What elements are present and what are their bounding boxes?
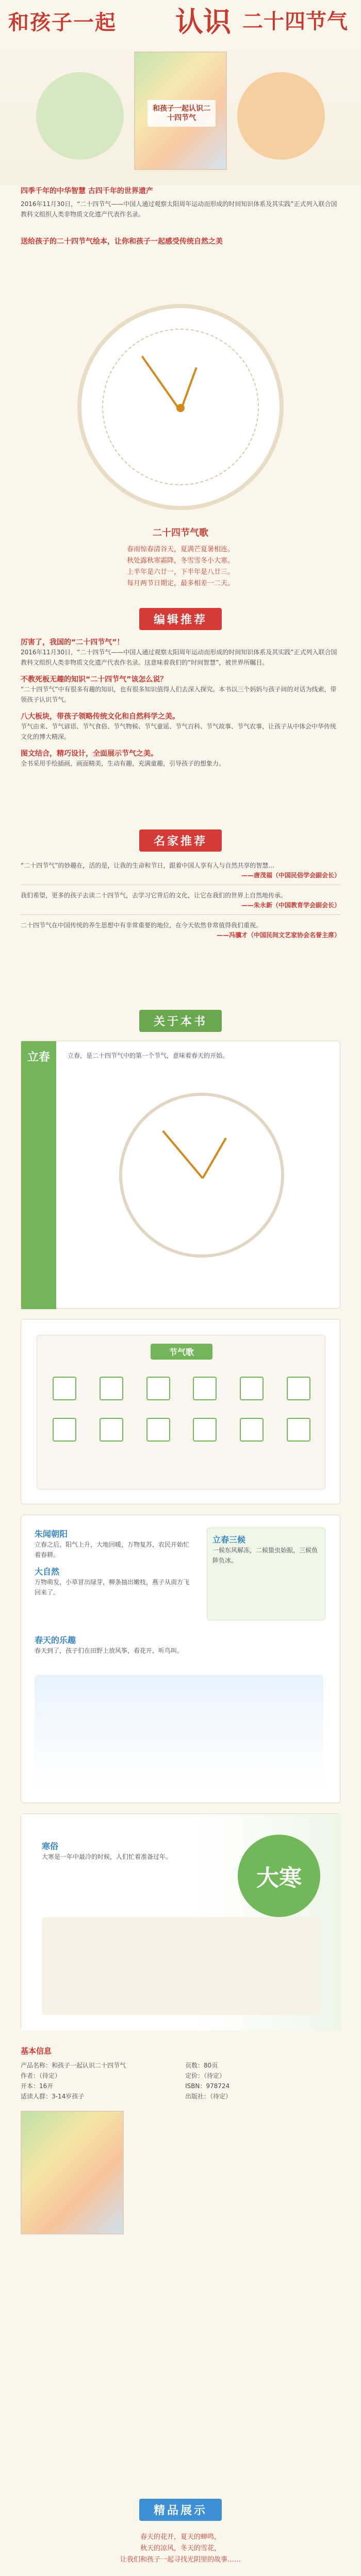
side-box	[207, 1528, 325, 1620]
side-label: 立春	[21, 1041, 56, 1309]
hero-title-line3: 二十四节气	[242, 10, 348, 33]
poem-line: 上半年是六廿一，下半年是八廿三。	[126, 568, 234, 576]
side-text: 立春，是二十四节气中的第一个节气，意味着春天的开始。	[68, 1052, 229, 1059]
book-sample-2	[21, 1319, 340, 1504]
info-row: 开本：16开	[21, 2082, 54, 2090]
intro-lead2: 送给孩子的二十四节气绘本，让你和孩子一起感受传统自然之美	[21, 238, 223, 246]
kite-illustration	[35, 1675, 323, 1788]
side-box-title: 立春三候	[212, 1535, 246, 1545]
book-cover	[134, 52, 227, 170]
editor-label: 编辑推荐	[139, 608, 222, 630]
editor-p2-title: 不教死板无趣的知识“二十四节气”该怎么说？	[21, 675, 168, 684]
editor-p4-title: 图文结合，精巧设计，全面展示节气之美。	[21, 750, 158, 758]
gallery-section	[0, 2499, 361, 2576]
poem-line: 每月两节日期定，最多相差一二天。	[126, 580, 234, 587]
about-section	[0, 1010, 361, 2494]
big-label: 大寒	[238, 1835, 320, 1917]
recommend-author-1: ——唐茂福（中国民俗学会副会长）	[241, 872, 340, 879]
clock-center	[176, 404, 185, 412]
info-book-cover	[21, 2111, 124, 2234]
info-row: 作者：（待定）	[21, 2072, 61, 2079]
lesson-title: 节气歌	[151, 1344, 212, 1360]
custom-title: 寒俗	[42, 1841, 59, 1851]
p-title-2: 大自然	[35, 1567, 60, 1577]
recommend-author-2: ——朱永新（中国教育学会副会长）	[241, 902, 340, 909]
editor-p2-text: “二十四节气”中有很多有趣的知识，也有很多知识值得人们去深入探究。本书以三个妈妈与孩子间的对话为线索，带领孩子认识节气。	[21, 686, 337, 703]
intro-lead1: 四季千年的中华智慧 古四千年的世界遗产	[21, 187, 153, 195]
p-text-2: 万物萌发，小草冒出绿芽，柳条抽出嫩枝，燕子从南方飞回来了。	[35, 1579, 190, 1596]
editor-p1-text: 2016年11月30日，“二十四节气——中国人通过观察太阳周年运动而形成的时间知识体系及其实践”正式列入联合国教科文组织人类非物质文化遗产代表作名录。这意味着我们的“时间智慧”，被世界所瞩目。	[21, 649, 337, 666]
book-sample-1	[21, 1041, 340, 1309]
p-title-3: 春天的乐趣	[35, 1635, 76, 1645]
info-box	[21, 2045, 340, 2200]
gallery-line: 让我们和孩子一起寻找光阴里的故事……	[120, 2556, 241, 2564]
p-title-1: 朱闻朝阳	[35, 1529, 68, 1539]
info-row: 适读人群：3-14岁孩子	[21, 2093, 85, 2100]
editor-p3-text: 节气由来、节气谚语、节气食俗、节气物候、节气童谣、节气百科、节气故事、节气农事，让孩子从中体会中华传统文化的博大精深。	[21, 723, 337, 740]
gallery-label: 精品展示	[139, 2499, 222, 2521]
intro-section	[0, 185, 361, 283]
family-illustration	[42, 1917, 320, 2015]
recommend-label: 名家推荐	[139, 829, 222, 852]
recommend-quote-2: 我们希望，更多的孩子去读二十四节气，去学习它背后的文化，让它在我们的世界上自然地传承。	[21, 892, 287, 899]
season-wheel-section	[0, 289, 361, 598]
side-box-text: 一候东风解冻，二候蛰虫始振，三候鱼陟负冰。	[212, 1547, 318, 1564]
info-row: 出版社：（待定）	[185, 2093, 232, 2100]
hero-title-line2: 认识	[175, 6, 231, 38]
poem-line: 秋处露秋寒霜降，冬雪雪冬小大寒。	[126, 557, 234, 565]
editor-p3-title: 八大板块，带孩子领略传统文化和自然科学之美。	[21, 713, 179, 721]
info-row: 产品名称：和孩子一起认识二十四节气	[21, 2062, 126, 2069]
about-label: 关于本书	[139, 1010, 222, 1032]
info-row: 定价：（待定）	[185, 2072, 226, 2079]
intro-lead1-text: 2016年11月30日，“二十四节气——中国人通过观察太阳周年运动而形成的时间知识体系及其实践”正式列入联合国教科文组织人类非物质文化遗产代表作名录。	[21, 200, 337, 218]
spring-wheel	[119, 1093, 284, 1258]
p-text-3: 春天到了，孩子们在田野上放风筝，看花开，听鸟叫。	[35, 1647, 184, 1654]
info-title: 基本信息	[21, 2046, 52, 2056]
recommend-author-3: ——冯骥才（中国民间文艺家协会名誉主席）	[216, 931, 340, 939]
hero-illustration	[36, 41, 325, 170]
info-row: 页数：80页	[185, 2062, 218, 2069]
editor-p1-title: 厉害了，我国的“二十四节气”！	[21, 638, 124, 647]
poem-lines	[62, 544, 299, 589]
recommend-quote-3: 二十四节气在中国传统的养生思想中有非常重要的地位，在今天依然非常值得我们重视。	[21, 922, 262, 929]
season-wheel	[77, 304, 284, 510]
gallery-line: 春天的花开，夏天的蝉鸣，	[140, 2533, 221, 2541]
book-sample-3	[21, 1515, 340, 1803]
editor-section	[0, 608, 361, 824]
book-sample-4	[21, 1814, 340, 2030]
p-text-1: 立春之后，阳气上升，大地回暖，万物复苏，农民开始忙着春耕。	[35, 1541, 190, 1558]
gallery-line: 秋天的凉风，冬天的雪花，	[140, 2545, 221, 2552]
book-cover-title: 和孩子一起认识二十四节气	[147, 100, 216, 127]
poem-line: 春雨惊春清谷天，夏满芒夏暑相连。	[126, 546, 234, 553]
editor-p4-text: 全书采用手绘插画，画面精美，生动有趣，充满童趣，引导孩子的想象力。	[21, 760, 225, 767]
poem-title: 二十四节气歌	[153, 528, 208, 538]
hero-title-line1: 和孩子一起	[8, 11, 117, 35]
hero-section	[0, 0, 361, 185]
custom-text: 大寒是一年中最冷的时候，人们忙着准备过年。	[42, 1853, 172, 1860]
gallery-text	[0, 2532, 361, 2566]
recommend-section	[0, 829, 361, 1005]
recommend-quote-1: “二十四节气”的妙趣在，活的是，让我的生命和节日，跟着中国人享有入与自然共享的智慧...	[21, 862, 274, 869]
info-row: ISBN：978724	[185, 2082, 230, 2090]
lesson-panel	[37, 1335, 325, 1489]
